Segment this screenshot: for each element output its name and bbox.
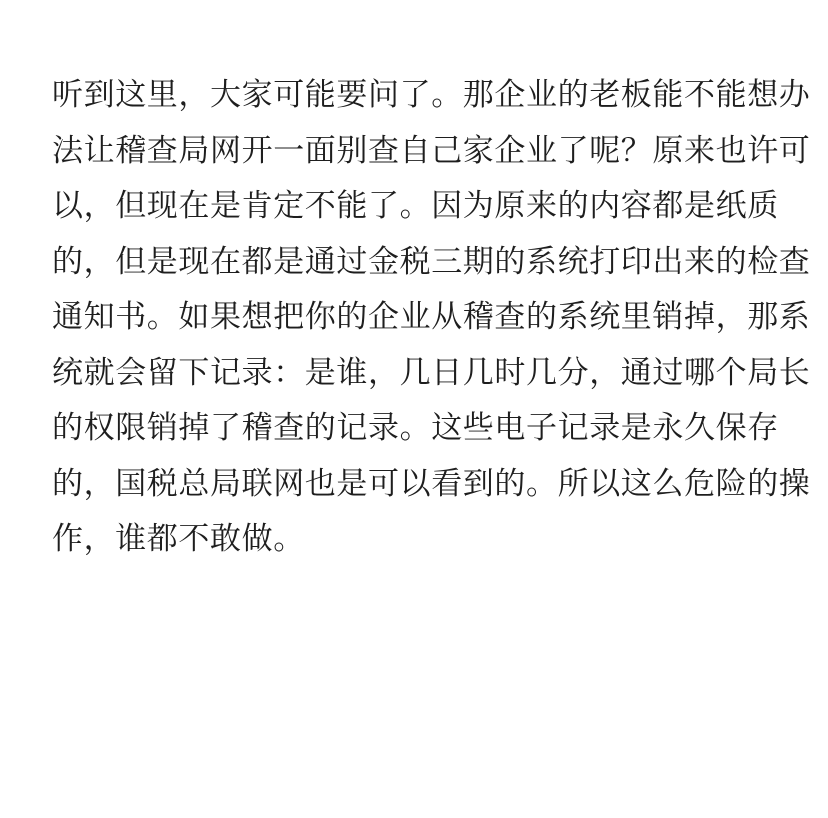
paragraph-line: 的，但是现在都是通过金税三期的系统打印出来的检查 (52, 243, 811, 280)
paragraph-line: 通知书。如果想把你的企业从稽查的系统里销掉，那系 (52, 299, 811, 335)
paragraph-line: 法让稽查局网开一面别查自己家企业了呢？原来也许可 (52, 132, 811, 169)
paragraph-line: 听到这里，大家可能要问了。那企业的老板能不能想办 (52, 77, 811, 113)
article-paragraph (52, 68, 811, 568)
paragraph-line: 统就会留下记录：是谁，几日几时几分，通过哪个局长 (52, 354, 811, 391)
paragraph-line: 作，谁都不敢做。 (52, 521, 305, 557)
paragraph-line: 以，但现在是肯定不能了。因为原来的内容都是纸质 (52, 188, 779, 224)
paragraph-line: 的，国税总局联网也是可以看到的。所以这么危险的操 (52, 465, 811, 502)
paragraph-line: 的权限销掉了稽查的记录。这些电子记录是永久保存 (52, 410, 779, 446)
